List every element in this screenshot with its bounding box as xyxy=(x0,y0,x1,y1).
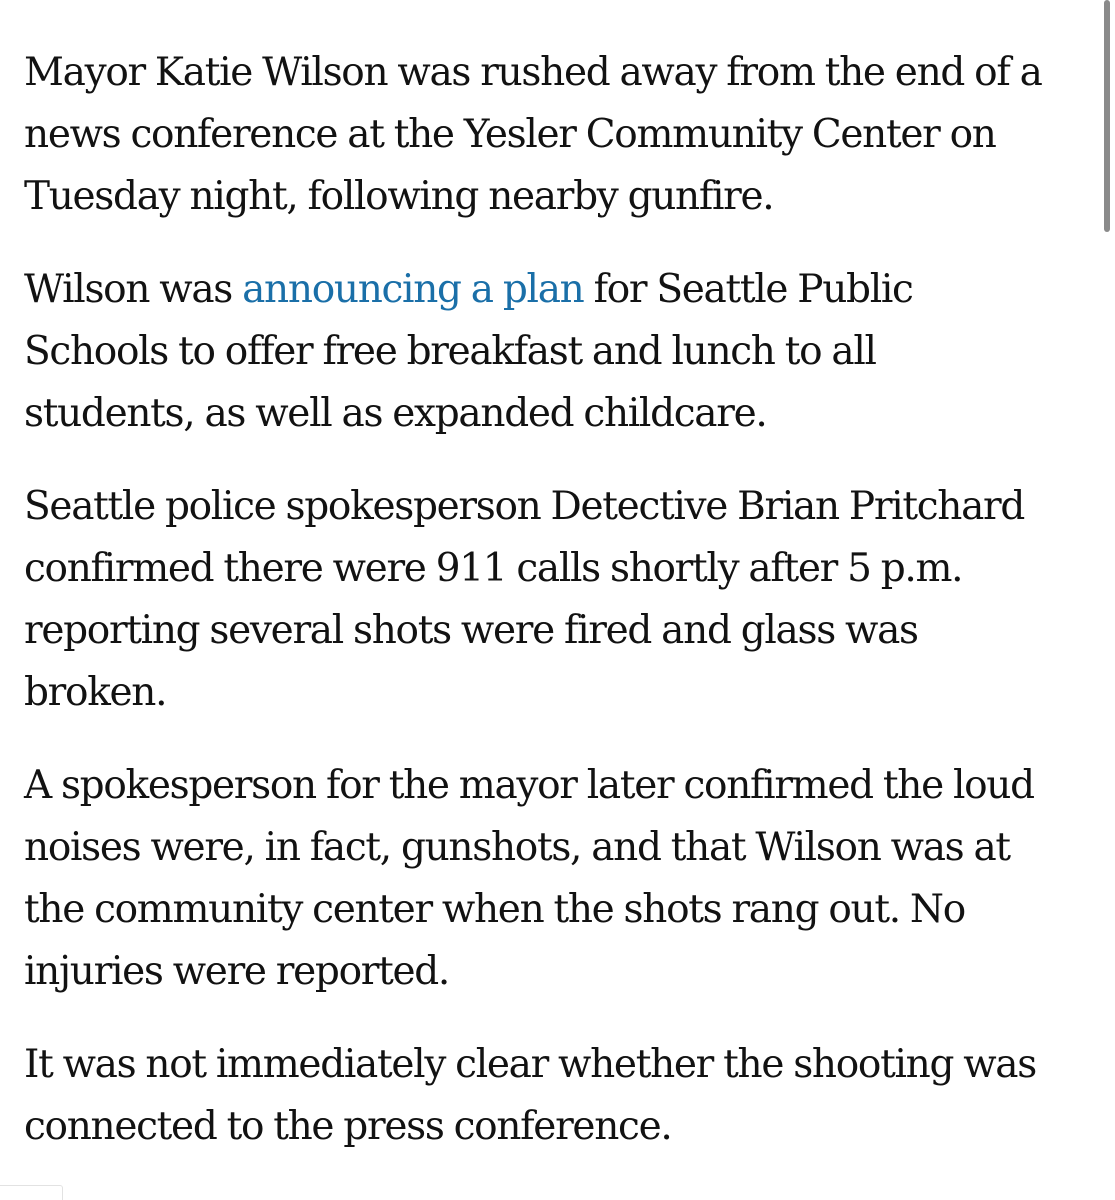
paragraph-line xyxy=(24,259,1094,321)
article-paragraph-3 xyxy=(24,476,1094,724)
paragraph-line: students, as well as expanded childcare. xyxy=(24,391,767,436)
paragraph-line: Tuesday night, following nearby gunfire. xyxy=(24,174,774,219)
paragraph-line: injuries were reported. xyxy=(24,949,450,994)
article-paragraph-5 xyxy=(24,1034,1094,1158)
announcing-plan-link[interactable]: announcing a plan xyxy=(242,267,584,312)
paragraph-line: Schools to offer free breakfast and lunch to all xyxy=(24,329,876,374)
paragraph-line: news conference at the Yesler Community Center on xyxy=(24,112,996,157)
paragraph-line: broken. xyxy=(24,670,167,715)
article-paragraph-4 xyxy=(24,755,1094,1003)
article-paragraph-1 xyxy=(24,42,1094,228)
paragraph-line: It was not immediately clear whether the shooting was xyxy=(24,1042,1036,1087)
paragraph-text: for Seattle Public xyxy=(583,267,913,312)
paragraph-line: confirmed there were 911 calls shortly after 5 p.m. xyxy=(24,546,963,591)
paragraph-line: noises were, in fact, gunshots, and that Wilson was at xyxy=(24,825,1010,870)
vertical-scrollbar[interactable] xyxy=(1104,0,1110,232)
paragraph-line: the community center when the shots rang out. No xyxy=(24,887,965,932)
paragraph-line: Seattle police spokesperson Detective Brian Pritchard xyxy=(24,484,1025,529)
paragraph-text: Wilson was xyxy=(24,267,243,312)
paragraph-line: reporting several shots were fired and glass was xyxy=(24,608,918,653)
paragraph-line: A spokesperson for the mayor later confirmed the loud xyxy=(24,763,1034,808)
bottom-corner-divider xyxy=(0,1185,63,1200)
article-body xyxy=(24,42,1094,1158)
paragraph-line: Mayor Katie Wilson was rushed away from the end of a xyxy=(24,50,1042,95)
paragraph-line: connected to the press conference. xyxy=(24,1104,672,1149)
article-paragraph-2 xyxy=(24,259,1094,445)
